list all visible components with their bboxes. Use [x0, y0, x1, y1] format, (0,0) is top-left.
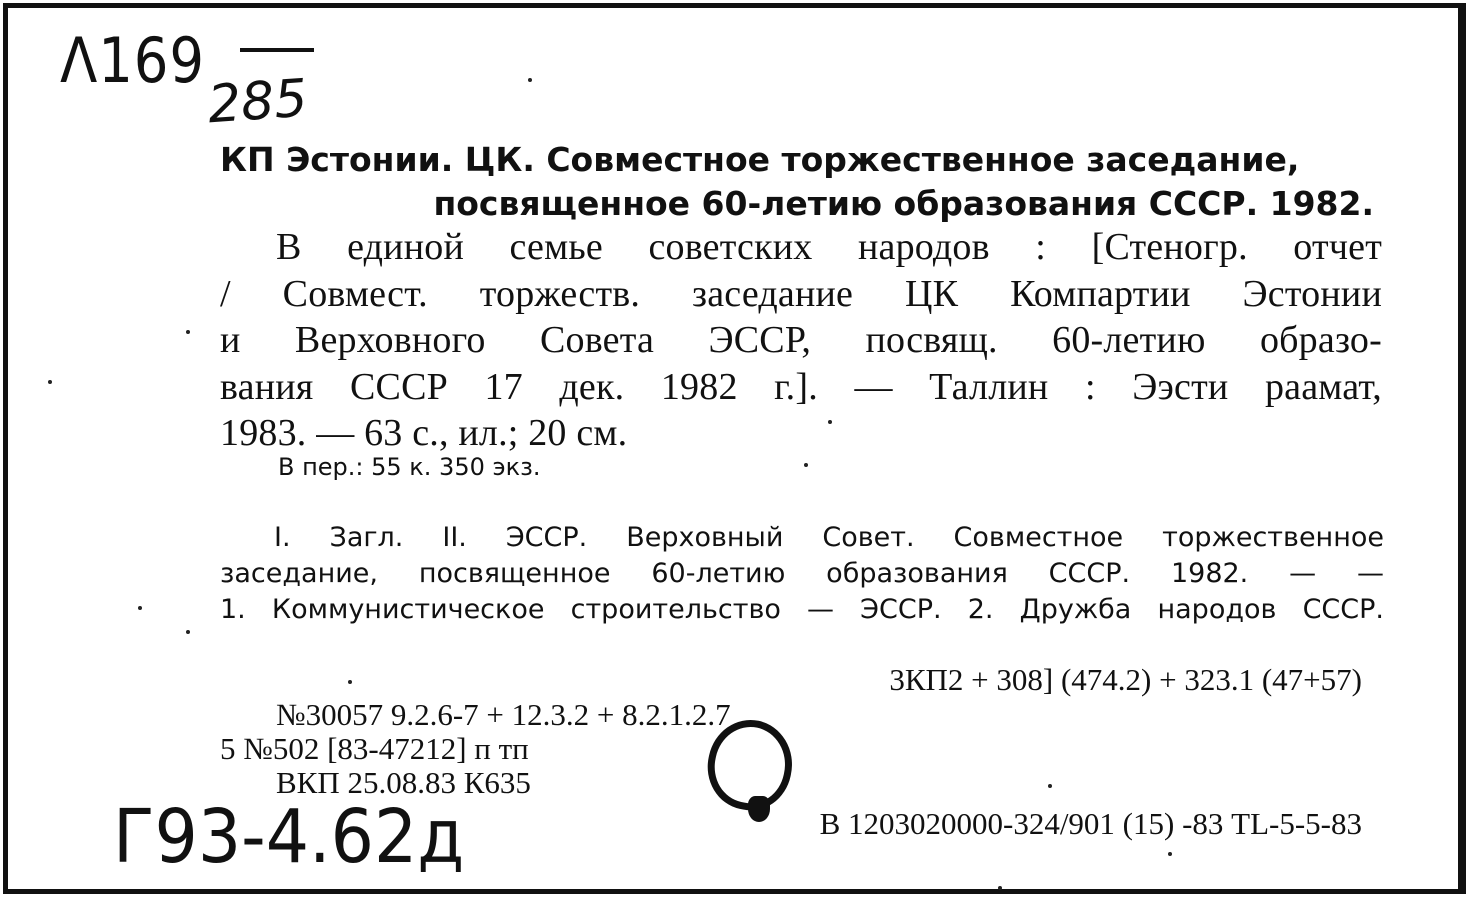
description-line: 1983. — 63 с., ил.; 20 см. [220, 412, 628, 454]
speck [528, 78, 532, 82]
speck [1048, 784, 1052, 788]
publisher-imprint-code: В 1203020000-324/901 (15) -83 TL-5-5-83 [819, 806, 1362, 841]
speck [186, 330, 190, 334]
classification-index: 3КП2 + 308] (474.2) + 323.1 (47+57) [889, 662, 1362, 697]
shelf-mark-overline [240, 48, 314, 52]
handwritten-shelf-mark: Λ169 [60, 24, 205, 97]
speck [348, 680, 352, 684]
description-line: / Совмест. торжеств. заседание ЦК Компартии Эстонии [220, 272, 1382, 315]
speck [1168, 852, 1172, 856]
description-line: В единой семье советских народов : [Стеногр. отчет [276, 226, 1382, 268]
description-line: вания СССР 17 дек. 1982 г.]. — Таллин : Ээсти раамат, [220, 365, 1382, 408]
tracing-line: 1. Коммунистическое строительство — ЭССР. 2. Дружба народов СССР. [220, 594, 1384, 625]
subject-tracings [220, 520, 1384, 628]
handwritten-sub-mark: 285 [206, 68, 310, 136]
speck [48, 380, 52, 384]
heading-line-2: посвященное 60-летию образования СССР. 1982. [433, 184, 1374, 223]
bibliographic-description [220, 224, 1382, 457]
handwritten-inventory-number: Г93-4.62д [113, 794, 465, 880]
speck [828, 420, 832, 424]
stamp-ink-blot [748, 796, 770, 822]
speck [804, 463, 808, 467]
catalog-card [3, 3, 1466, 894]
speck [186, 630, 190, 634]
price-and-print-run: В пер.: 55 к. 350 экз. [278, 453, 541, 481]
description-line: и Верховного Совета ЭССР, посвящ. 60-летию образо- [220, 319, 1382, 361]
tracing-line: I. Загл. II. ЭССР. Верховный Совет. Совместное торжественное [274, 522, 1384, 553]
speck [138, 606, 142, 610]
code-line: ВКП 25.08.83 К635 [276, 765, 531, 800]
speck [998, 886, 1002, 890]
heading-line-1: КП Эстонии. ЦК. Совместное торжественное заседание, [220, 140, 1300, 179]
catalog-codes [220, 698, 731, 800]
card-heading [220, 138, 1380, 226]
tracing-line: заседание, посвященное 60-летию образования СССР. 1982. — — [220, 558, 1384, 589]
code-line: №30057 9.2.6-7 + 12.3.2 + 8.2.1.2.7 [276, 697, 731, 732]
code-line: 5 №502 [83-47212] п тп [220, 731, 529, 766]
